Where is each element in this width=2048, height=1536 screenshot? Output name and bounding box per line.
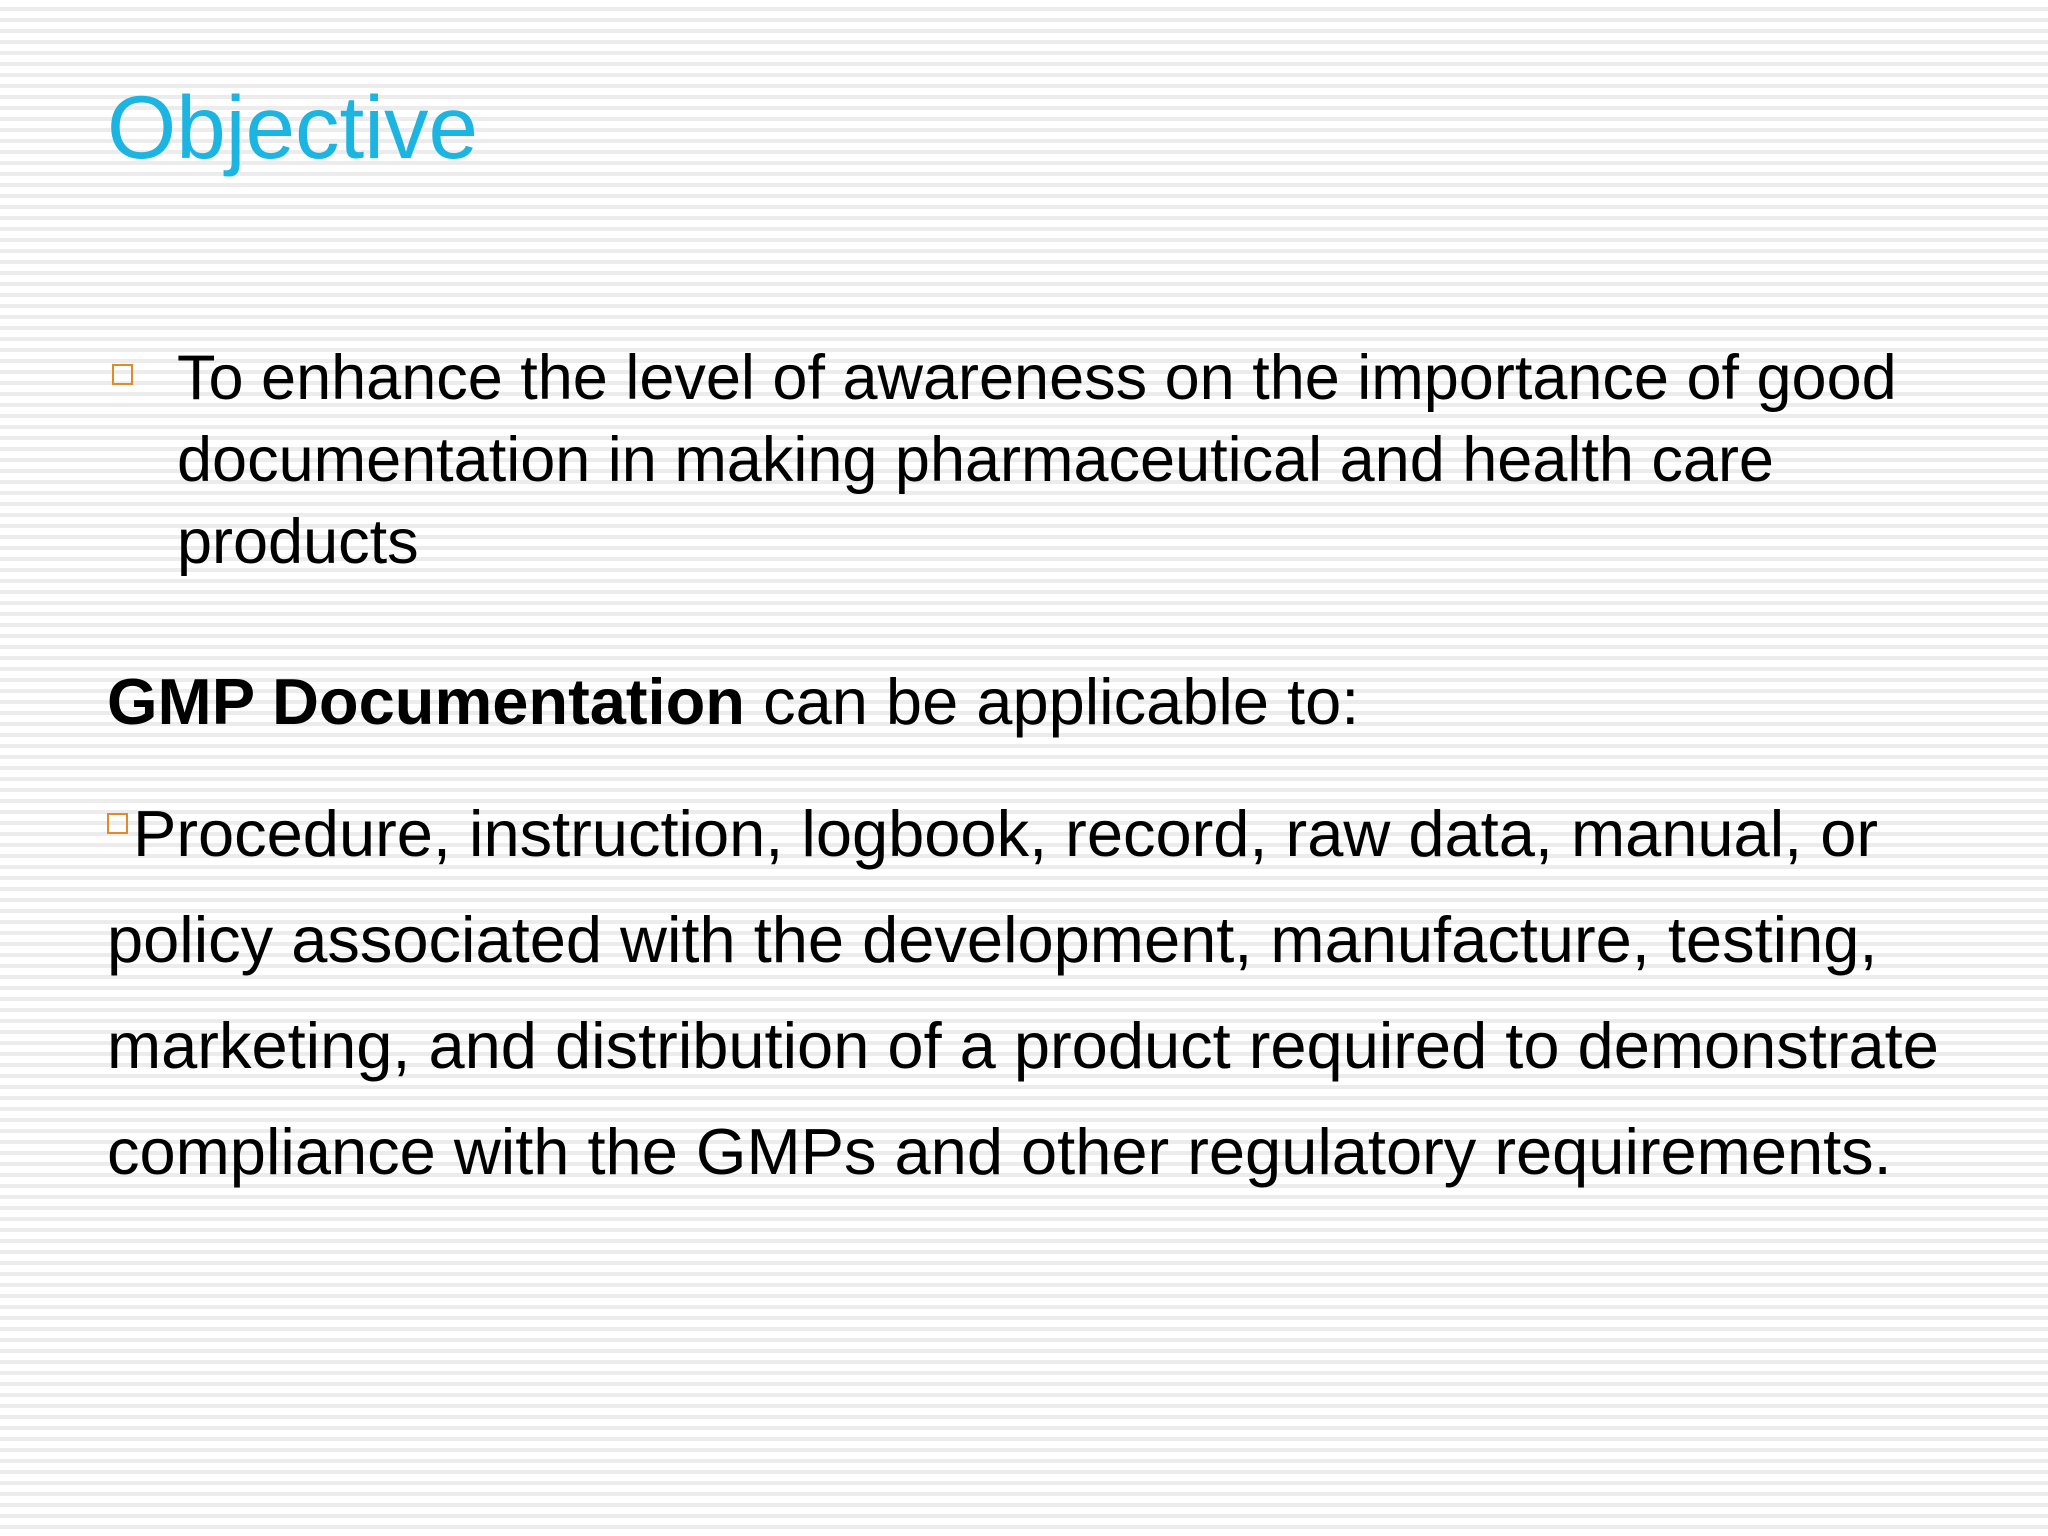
- slide-title: Objective: [107, 77, 478, 177]
- gmp-documentation-label: GMP Documentation: [107, 665, 746, 738]
- gmp-applicability-heading: [107, 657, 1359, 747]
- objective-bullet-text: To enhance the level of awareness on the importance of good documentation in making pharmaceutical and health care products: [177, 343, 1897, 577]
- applicability-text: can be applicable to:: [745, 665, 1360, 738]
- applicability-paragraph: [107, 781, 2007, 1205]
- objective-bullet-item: [107, 337, 1987, 583]
- hollow-square-bullet-icon: [107, 813, 128, 834]
- applicability-paragraph-text: Procedure, instruction, logbook, record, raw data, manual, or policy associated with the development, manufacture, testing, marketing, and distribution of a product required to demonstrate compliance with the GMPs and other regulatory requirements.: [107, 797, 1939, 1188]
- hollow-square-bullet-icon: [112, 364, 133, 385]
